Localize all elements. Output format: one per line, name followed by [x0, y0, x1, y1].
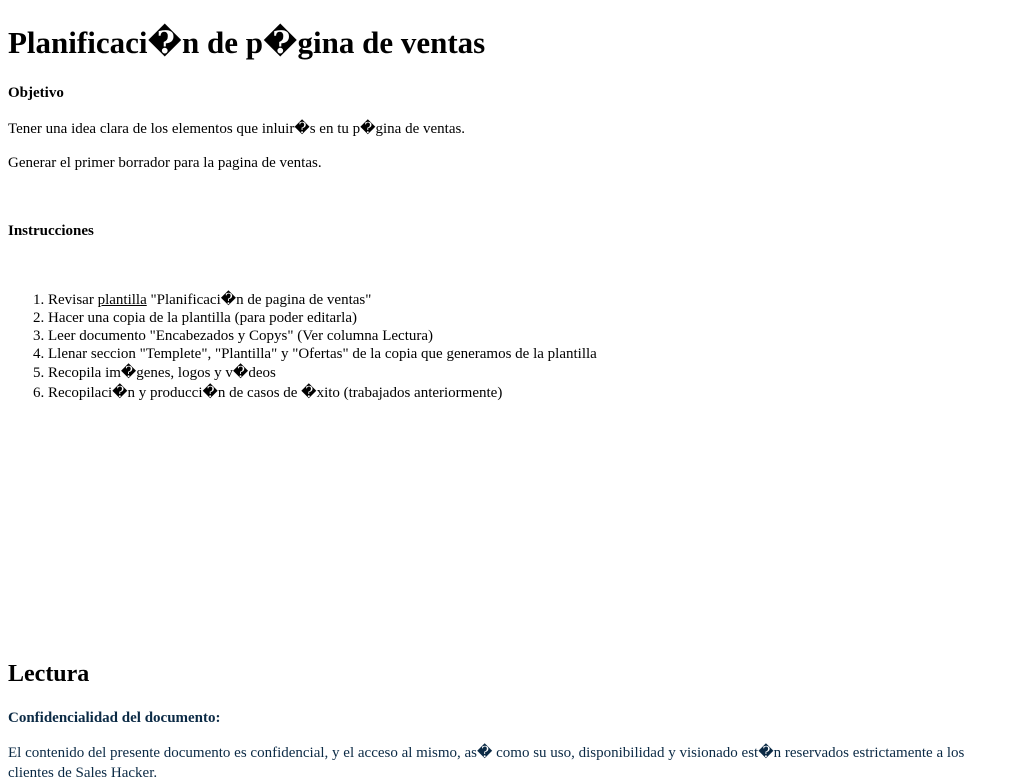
plantilla-link[interactable]: plantilla: [97, 292, 147, 308]
instruction-step: 2. Hacer una copia de la plantilla (para poder editarla): [48, 309, 597, 327]
instruction-step: 6. Recopilaci�n y producci�n de casos de �xito (trabajados anteriormente): [48, 383, 597, 403]
objective-line-1: Tener una idea clara de los elementos que inluir�s en tu p�gina de ventas.: [8, 121, 466, 137]
step-prefix: Revisar: [48, 292, 98, 308]
objective-line-2: Generar el primer borrador para la pagina de ventas.: [8, 155, 322, 171]
instructions-heading: Instrucciones: [8, 223, 94, 239]
instruction-step: [48, 291, 597, 309]
reading-heading: Lectura: [8, 661, 90, 687]
instruction-step: 5. Recopila im�genes, logos y v�deos: [48, 363, 597, 383]
confidentiality-heading: Confidencialidad del documento:: [8, 710, 221, 726]
objective-heading: Objetivo: [8, 85, 64, 101]
instruction-step: 3. Leer documento "Encabezados y Copys" (Ver columna Lectura): [48, 327, 597, 345]
instruction-step: 4. Llenar seccion "Templete", "Plantilla" y "Ofertas" de la copia que generamos de la plantilla: [48, 345, 597, 363]
instructions-list: [8, 291, 597, 403]
page-title: Planificaci�n de p�gina de ventas: [8, 25, 486, 60]
confidentiality-text: El contenido del presente documento es confidencial, y el acceso al mismo, as� como su uso, disponibilidad y visionado est�n reservados estrictamente a los clientes de Sales Hacker.: [8, 745, 965, 781]
step-suffix: "Planificaci�n de pagina de ventas": [146, 292, 372, 308]
